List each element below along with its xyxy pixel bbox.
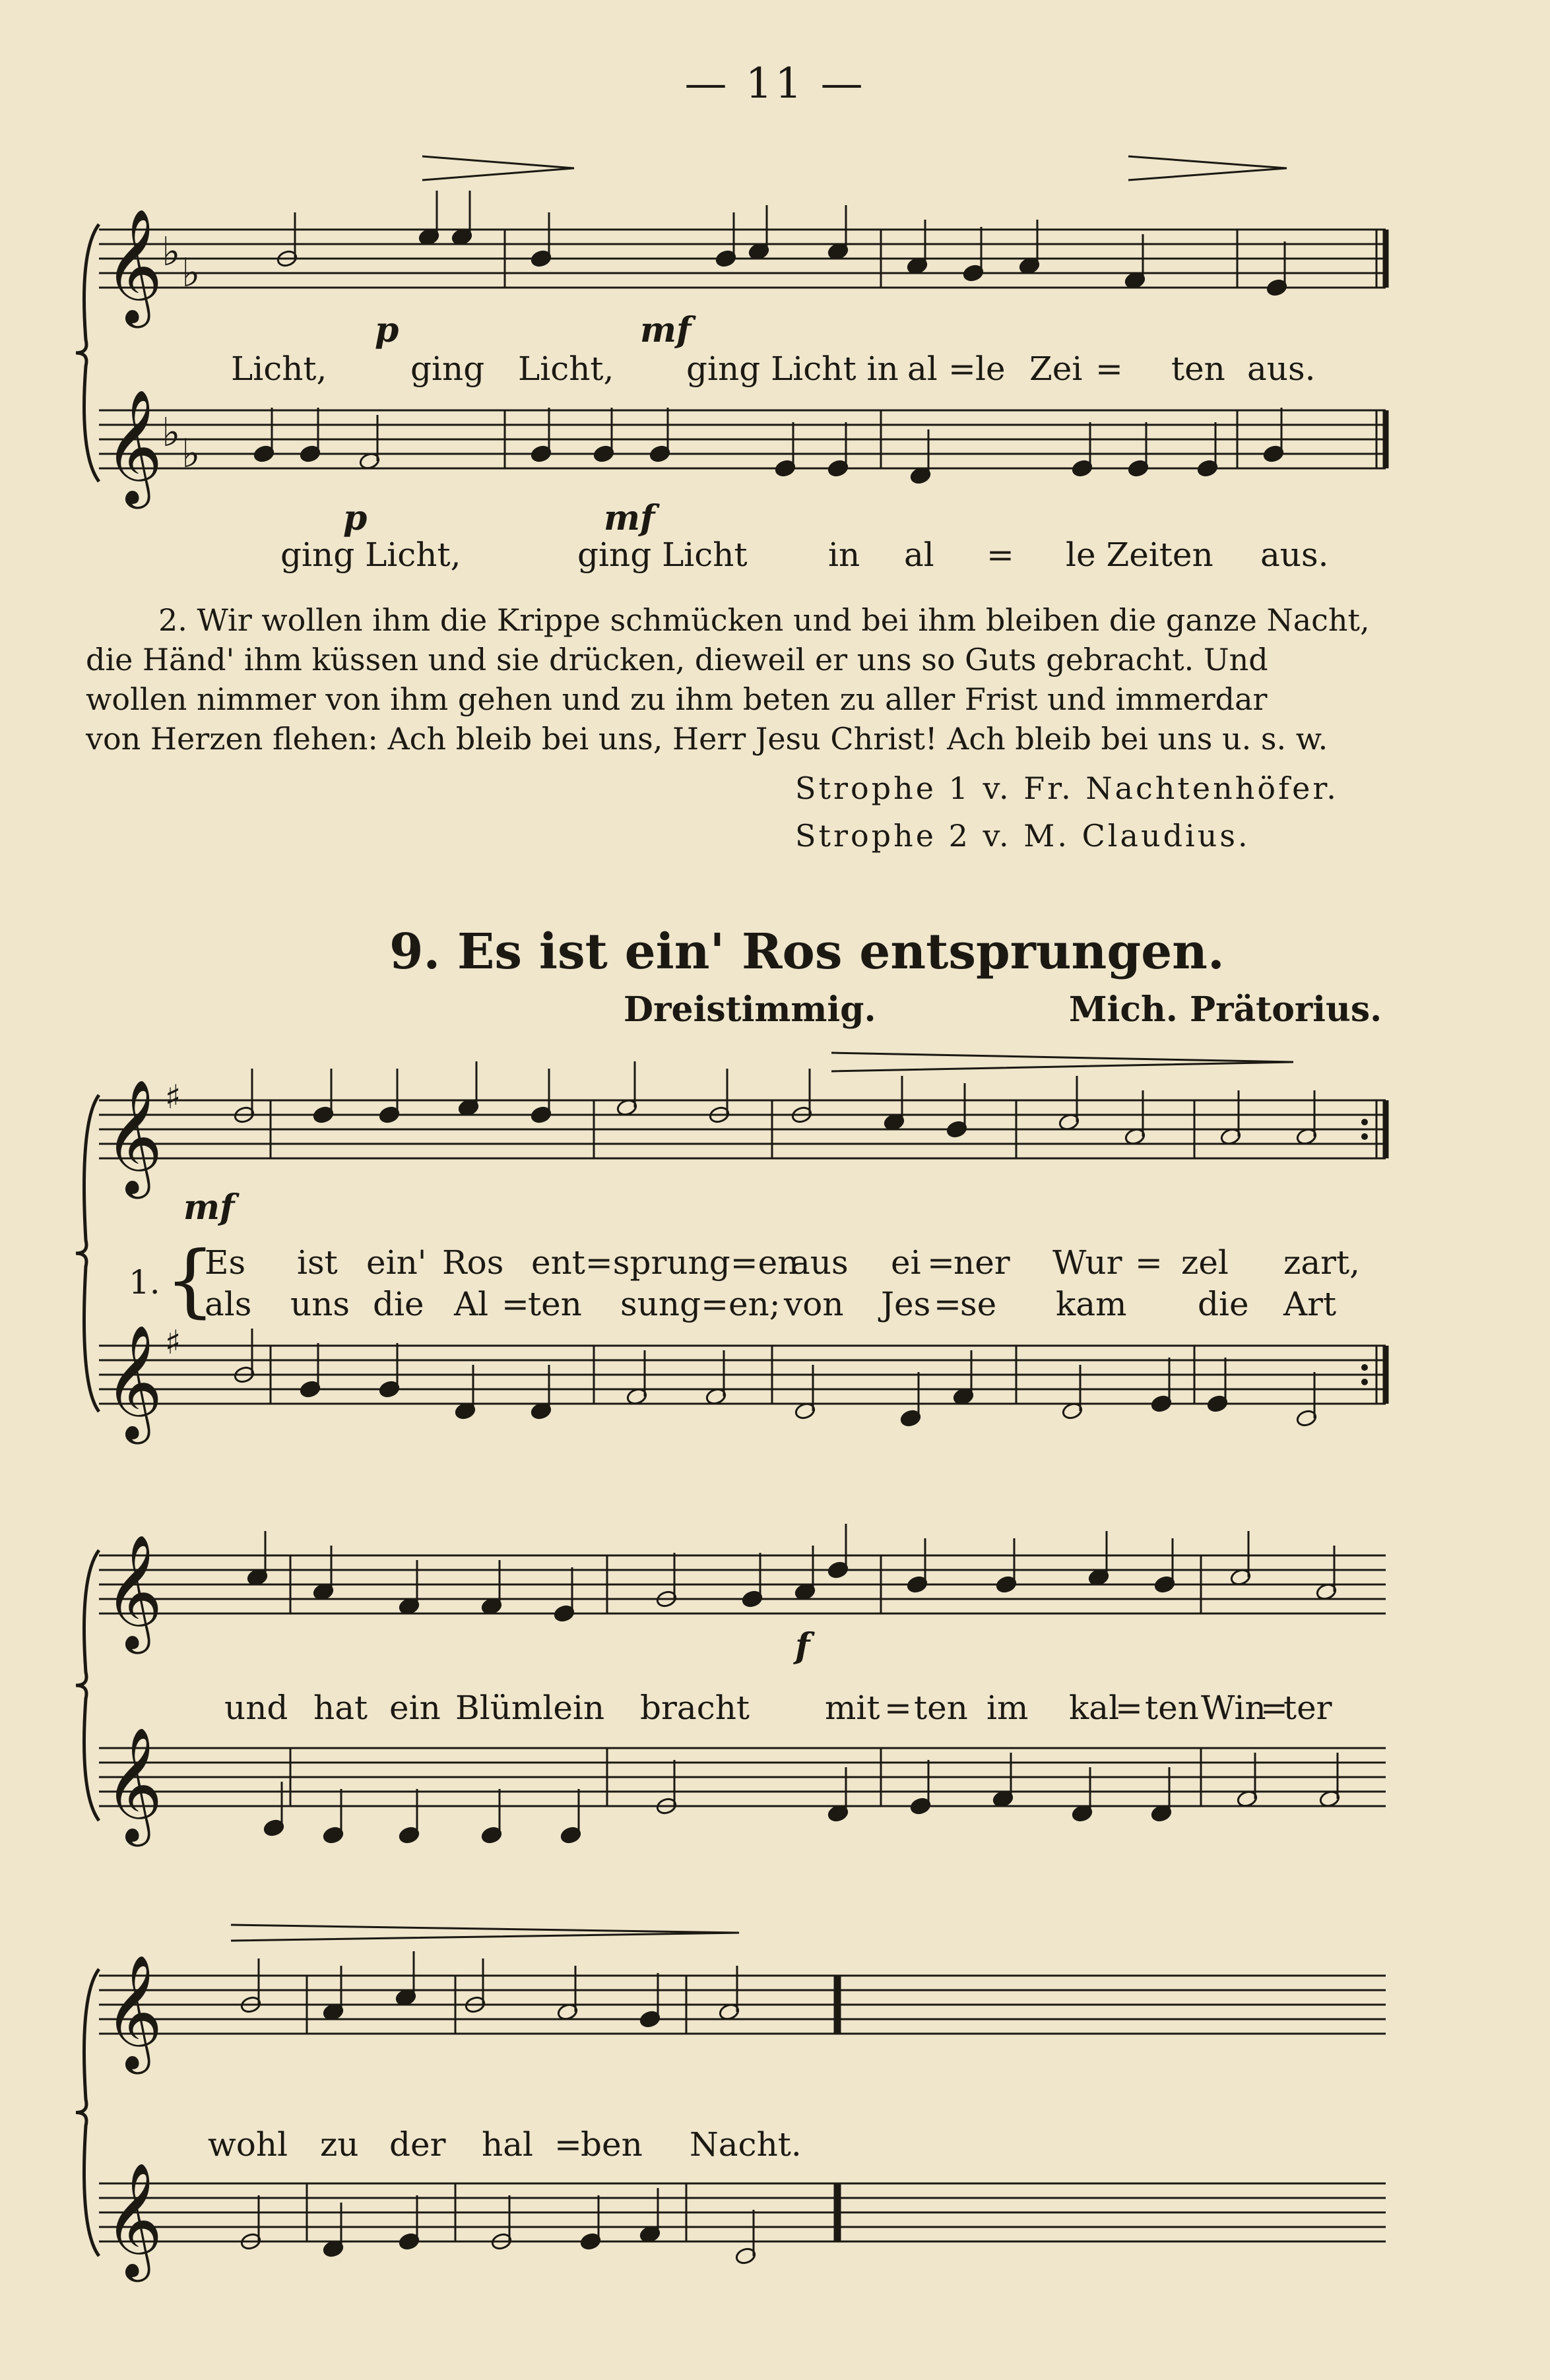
dynamic-marking: mf — [640, 310, 692, 350]
lyric-brace: { — [165, 1235, 216, 1327]
repeat-dot — [1361, 1379, 1368, 1385]
flat-sign: ♭ — [181, 250, 201, 296]
lyric-syllable: die — [1198, 1285, 1249, 1323]
lyric-syllable: = — [554, 2125, 582, 2164]
lyric-syllable: mit — [825, 1689, 880, 1727]
lyric-syllable: Nacht. — [690, 2125, 802, 2164]
system-brace — [76, 1550, 99, 1821]
lyric-syllable: zart, — [1283, 1243, 1361, 1282]
dynamic-marking: p — [343, 498, 368, 538]
lyric-syllable: Art — [1283, 1285, 1337, 1323]
lyric-syllable: = — [927, 1243, 955, 1282]
lyric-syllable: = — [1260, 1689, 1288, 1727]
lyric-syllable: zu — [320, 2125, 359, 2164]
treble-clef: 𝄞 — [104, 2162, 163, 2277]
lyric-syllable: hal — [482, 2125, 534, 2164]
lyric-syllable: ten — [1171, 350, 1225, 388]
treble-clef: 𝄞 — [104, 1727, 163, 1842]
lyrics-line-2 — [0, 1285, 1550, 1325]
lyric-syllable: hat — [313, 1689, 368, 1727]
lyric-syllable: aus. — [1247, 350, 1316, 388]
lyric-syllable: Al — [454, 1285, 489, 1323]
repeat-dot — [1361, 1133, 1368, 1140]
lyric-syllable: ging Licht — [577, 536, 748, 574]
lyrics-line-3 — [0, 1689, 1550, 1728]
stanza-line: die Händ' ihm küssen und sie drücken, dieweil er uns so Guts gebracht. Und — [86, 642, 1268, 677]
lyric-syllable: aus — [791, 1243, 849, 1282]
lyric-syllable: = — [1115, 1689, 1143, 1727]
composer-credit: Mich. Prätorius. — [1069, 989, 1382, 1030]
lyric-syllable: = — [948, 350, 976, 388]
lyric-syllable: die — [373, 1285, 424, 1323]
sharp-sign: ♯ — [165, 1078, 181, 1116]
lyric-syllable: le Zeiten — [1066, 536, 1213, 574]
lyric-syllable: kal — [1069, 1689, 1120, 1727]
lyric-syllable: uns — [290, 1285, 350, 1323]
voicing-label: Dreistimmig. — [624, 989, 876, 1030]
repeat-dot — [1361, 1119, 1368, 1125]
lyric-syllable: in — [828, 536, 860, 574]
lyric-syllable: ist — [297, 1243, 338, 1282]
lyric-syllable: ter — [1283, 1689, 1332, 1727]
lyric-syllable: al — [907, 350, 938, 388]
lyric-syllable: Zei — [1029, 350, 1083, 388]
lyric-syllable: = — [1095, 350, 1123, 388]
sharp-sign: ♯ — [165, 1323, 181, 1362]
stanza-line: wollen nimmer von ihm gehen und zu ihm beten zu aller Frist und immerdar — [86, 681, 1268, 717]
lyric-syllable: Ros — [442, 1243, 504, 1282]
treble-clef: 𝄞 — [104, 208, 163, 323]
lyric-syllable: und — [224, 1689, 288, 1727]
lyric-syllable: aus. — [1260, 536, 1329, 574]
repeat-dot — [1361, 1364, 1368, 1371]
dynamic-marking: mf — [183, 1187, 235, 1228]
dynamic-marking: p — [375, 310, 399, 350]
lyric-syllable: ten — [1145, 1689, 1199, 1727]
verse-number: 1. — [129, 1263, 160, 1301]
treble-clef: 𝄞 — [104, 1079, 163, 1194]
lyric-syllable: = — [934, 1285, 961, 1323]
continuation-upper-lyrics — [0, 350, 1550, 389]
decrescendo-hairpin — [1128, 156, 1287, 180]
treble-clef: 𝄞 — [104, 1325, 163, 1439]
text-credit: Strophe 2 v. M. Claudius. — [795, 818, 1250, 854]
lyric-syllable: = — [986, 536, 1014, 574]
flat-sign: ♭ — [162, 229, 181, 275]
lyric-syllable: als — [205, 1285, 252, 1323]
stanza-2-text — [86, 600, 1392, 759]
stanza-line: 2. Wir wollen ihm die Krippe schmücken und bei ihm bleiben die ganze Nacht, — [158, 602, 1370, 638]
lyric-syllable: wohl — [208, 2125, 288, 2164]
lyric-syllable: = — [501, 1285, 529, 1323]
lyric-syllable: Licht, — [231, 350, 327, 388]
stanza-line: von Herzen flehen: Ach bleib bei uns, Herr Jesu Christ! Ach bleib bei uns u. s. w. — [86, 721, 1328, 757]
lyric-syllable: Licht, — [518, 350, 614, 388]
system-brace — [76, 1969, 99, 2256]
lyric-syllable: ging Licht in — [686, 350, 899, 388]
lyric-syllable: Es — [205, 1243, 246, 1282]
page-number: — 11 — — [684, 59, 866, 108]
lyric-syllable: kam — [1056, 1285, 1127, 1323]
lyric-syllable: ging — [410, 350, 485, 388]
lyric-syllable: ten — [914, 1689, 968, 1727]
lyric-syllable: ein' — [366, 1243, 427, 1282]
lyric-syllable: = — [1135, 1243, 1163, 1282]
dynamic-marking: mf — [604, 498, 655, 538]
decrescendo-hairpin — [422, 156, 574, 180]
lyric-syllable: im — [986, 1689, 1029, 1727]
continuation-lower-lyrics — [0, 536, 1550, 575]
lyric-syllable: Win — [1201, 1689, 1266, 1727]
song-title — [389, 924, 1225, 980]
lyric-syllable: Blümlein — [455, 1689, 605, 1727]
text-credit: Strophe 1 v. Fr. Nachtenhöfer. — [795, 770, 1339, 806]
lyric-syllable: der — [389, 2125, 446, 2164]
treble-clef: 𝄞 — [104, 1955, 163, 2069]
lyric-syllable: ner — [953, 1243, 1010, 1282]
lyrics-line-1 — [0, 1243, 1550, 1283]
song-title-text: Es ist ein' Ros entsprungen. — [457, 924, 1225, 980]
lyric-syllable: ent=sprung=en — [531, 1243, 799, 1282]
flat-sign: ♭ — [162, 410, 181, 456]
lyric-syllable: ten — [528, 1285, 582, 1323]
lyric-syllable: zel — [1181, 1243, 1229, 1282]
lyric-syllable: al — [904, 536, 934, 574]
lyric-syllable: = — [884, 1689, 912, 1727]
treble-clef: 𝄞 — [104, 1534, 163, 1649]
treble-clef: 𝄞 — [104, 389, 163, 504]
lyric-syllable: ging Licht, — [280, 536, 461, 574]
lyric-syllable: von — [784, 1285, 844, 1323]
decrescendo-hairpin — [831, 1053, 1293, 1071]
lyric-syllable: le — [975, 350, 1006, 388]
lyric-syllable: sung=en; — [620, 1285, 781, 1323]
flat-sign: ♭ — [181, 431, 201, 477]
dynamic-marking: f — [795, 1626, 810, 1666]
lyric-syllable: Wur — [1052, 1243, 1122, 1282]
lyric-syllable: bracht — [640, 1689, 750, 1727]
lyrics-line-4 — [0, 2125, 1550, 2165]
decrescendo-hairpin — [231, 1925, 739, 1941]
song-number: 9. — [389, 924, 441, 980]
lyric-syllable: se — [960, 1285, 997, 1323]
lyric-syllable: ei — [891, 1243, 921, 1282]
lyric-syllable: ben — [581, 2125, 643, 2164]
lyric-syllable: Jes — [881, 1285, 931, 1323]
lyric-syllable: ein — [389, 1689, 441, 1727]
